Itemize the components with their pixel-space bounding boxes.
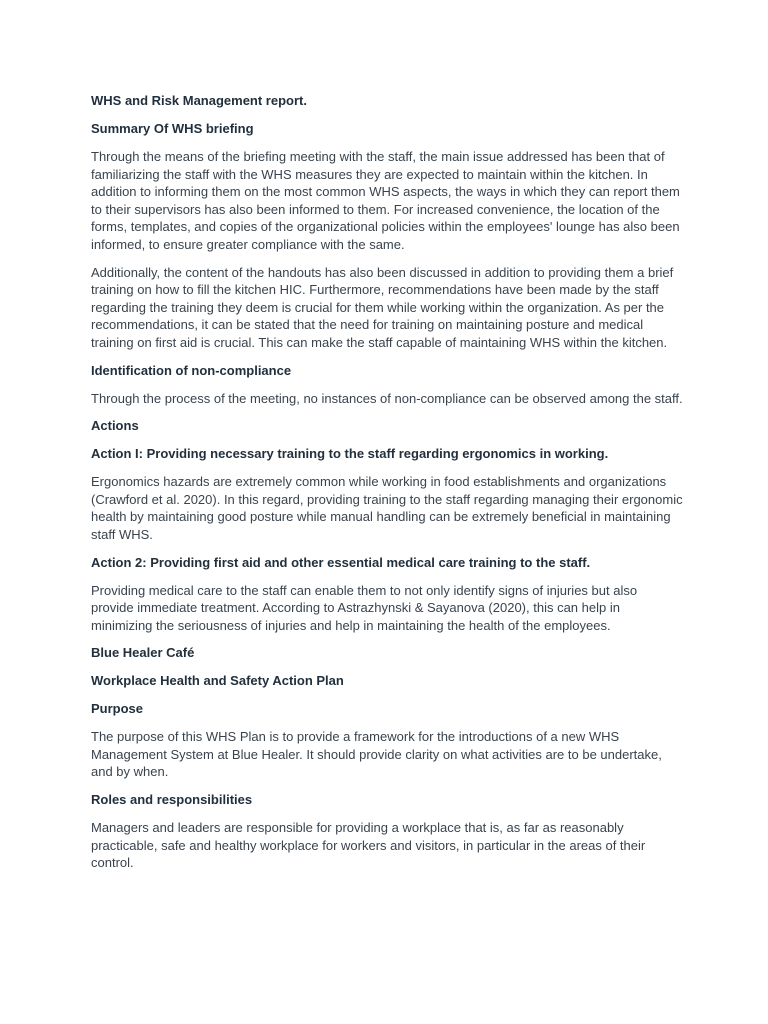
action-2-paragraph: Providing medical care to the staff can enable them to not only identify signs of injuries but also provide immediate treatment. According to Astrazhynski & Sayanova (2020), this can help in minimizing the seriousness of injuries and help in maintaining the health of the employees. (91, 582, 638, 633)
cafe-heading: Blue Healer Café (91, 645, 195, 661)
action-1-paragraph: Ergonomics hazards are extremely common while working in food establishments and organizations (Crawford et al. 2020). In this regard, providing training to the staff regarding managing their ergonomic health by maintaining good posture while manual handling can be extremely beneficial in maintaining staff WHS. (91, 474, 683, 542)
purpose-heading: Purpose (91, 701, 144, 717)
roles-paragraph: Managers and leaders are responsible for providing a workplace that is, as far as reasonably practicable, safe and healthy workplace for workers and visitors, in particular in the areas of their control. (91, 820, 646, 871)
action-1-heading: Action I: Providing necessary training to the staff regarding ergonomics in working. (91, 446, 609, 462)
purpose-paragraph: The purpose of this WHS Plan is to provide a framework for the introductions of a new WHS Management System at Blue Healer. It should provide clarity on what activities are to be undertake, and by when. (91, 729, 662, 780)
actions-heading: Actions (91, 418, 139, 434)
document-page (91, 92, 683, 882)
summary-heading: Summary Of WHS briefing (91, 121, 254, 136)
plan-heading: Workplace Health and Safety Action Plan (91, 673, 344, 689)
summary-paragraph-1: Through the means of the briefing meeting with the staff, the main issue addressed has been that of familiarizing the staff with the WHS measures they are expected to maintain within the kitchen. In addition to informing them on the most common WHS aspects, the ways in which they can report them to their supervisors has also been informed to them. For increased convenience, the location of the forms, templates, and copies of the organizational policies within the employees' lounge has also been informed, to ensure greater compliance with the same. (91, 149, 680, 252)
action-2-heading: Action 2: Providing first aid and other essential medical care training to the staff. (91, 554, 591, 570)
roles-heading: Roles and responsibilities (91, 792, 253, 808)
noncompliance-paragraph: Through the process of the meeting, no instances of non-compliance can be observed among the staff. (91, 390, 683, 406)
summary-paragraph-2: Additionally, the content of the handouts has also been discussed in addition to providing them a brief training on how to fill the kitchen HIC. Furthermore, recommendations have been made by the staff regarding the training they deem is crucial for them while working within the organization. As per the recommendations, it can be stated that the need for training on maintaining posture and medical training on first aid is crucial. This can make the staff capable of maintaining WHS within the kitchen. (91, 264, 674, 350)
report-title: WHS and Risk Management report. (91, 93, 307, 108)
noncompliance-heading: Identification of non-compliance (91, 362, 292, 378)
